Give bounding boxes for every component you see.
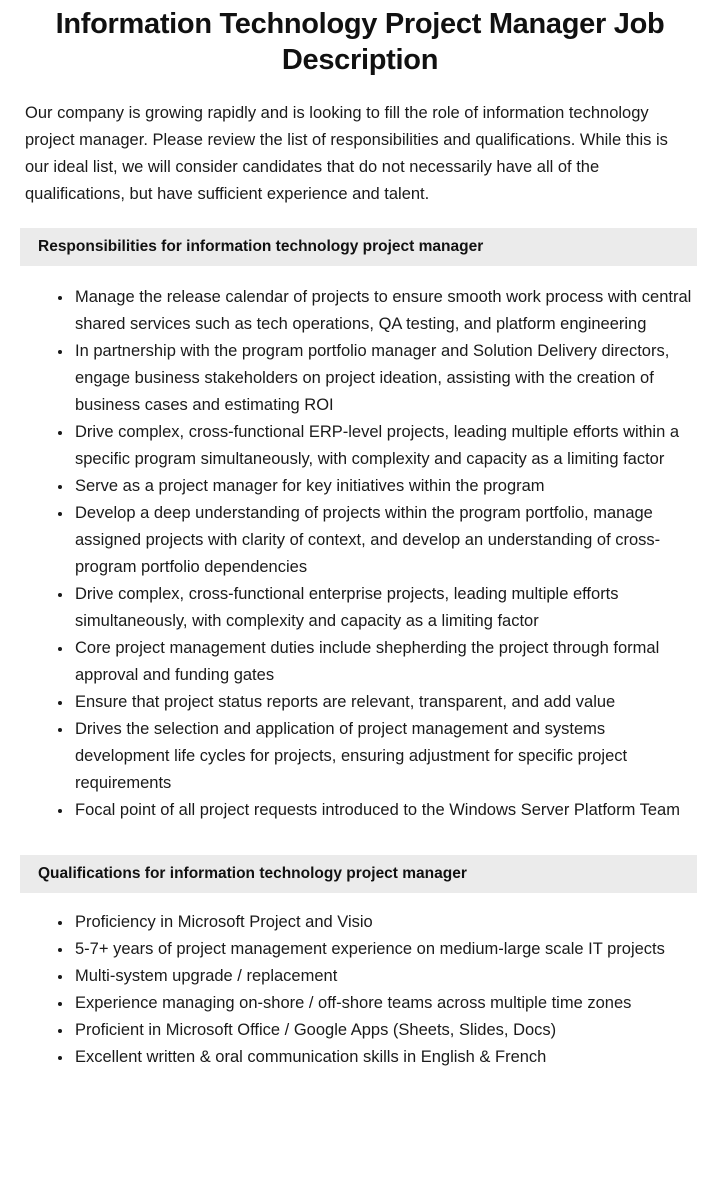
qualifications-section-heading: Qualifications for information technology project manager	[20, 855, 697, 893]
list-item: Drives the selection and application of project management and systems development life cycles for projects, ensuring adjustment for specific project requirements	[58, 716, 698, 797]
list-item: 5-7+ years of project management experience on medium-large scale IT projects	[58, 936, 698, 963]
list-item: Core project management duties include shepherding the project through formal approval and funding gates	[58, 635, 698, 689]
qualifications-section	[0, 855, 720, 1071]
list-item: Develop a deep understanding of projects within the program portfolio, manage assigned projects with clarity of context, and develop an understanding of cross-program portfolio dependencies	[58, 500, 698, 581]
list-item: Proficiency in Microsoft Project and Visio	[58, 909, 698, 936]
list-item: Proficient in Microsoft Office / Google Apps (Sheets, Slides, Docs)	[58, 1017, 698, 1044]
responsibilities-list	[0, 266, 720, 824]
list-item: Excellent written & oral communication skills in English & French	[58, 1044, 698, 1071]
list-item: Serve as a project manager for key initiatives within the program	[58, 473, 698, 500]
list-item: Drive complex, cross-functional ERP-level projects, leading multiple efforts within a specific program simultaneously, with complexity and capacity as a limiting factor	[58, 419, 698, 473]
list-item: Drive complex, cross-functional enterprise projects, leading multiple efforts simultaneously, with complexity and capacity as a limiting factor	[58, 581, 698, 635]
list-item: Ensure that project status reports are relevant, transparent, and add value	[58, 689, 698, 716]
responsibilities-section	[0, 228, 720, 824]
intro-paragraph: Our company is growing rapidly and is looking to fill the role of information technology project manager. Please review the list of responsibilities and qualifications. While this is our ideal list, we will consider candidates that do not necessarily have all of the qualifications, but have sufficient experience and talent.	[25, 104, 668, 203]
list-item: Manage the release calendar of projects to ensure smooth work process with central shared services such as tech operations, QA testing, and platform engineering	[58, 284, 698, 338]
responsibilities-section-heading: Responsibilities for information technology project manager	[20, 228, 697, 266]
list-item: Focal point of all project requests introduced to the Windows Server Platform Team	[58, 797, 698, 824]
list-item: In partnership with the program portfolio manager and Solution Delivery directors, engage business stakeholders on project ideation, assisting with the creation of business cases and estimating ROI	[58, 338, 698, 419]
qualifications-list	[0, 893, 720, 1071]
page-title: Information Technology Project Manager Job Description	[55, 8, 665, 76]
list-item: Multi-system upgrade / replacement	[58, 963, 698, 990]
list-item: Experience managing on-shore / off-shore teams across multiple time zones	[58, 990, 698, 1017]
page-bottom-spacer	[0, 1071, 720, 1095]
